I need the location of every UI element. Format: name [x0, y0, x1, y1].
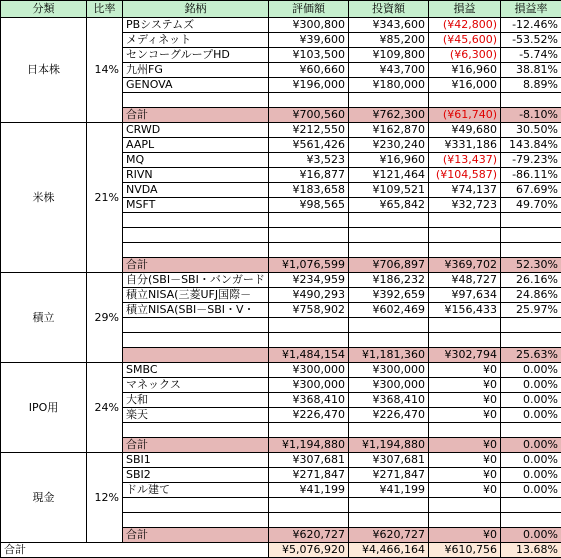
- subtotal-value-cell[interactable]: ¥700,560: [269, 108, 349, 123]
- empty-cell[interactable]: [429, 243, 501, 258]
- subtotal-label[interactable]: 合計: [123, 528, 269, 543]
- empty-cell[interactable]: [349, 423, 429, 438]
- category-cell[interactable]: 積立: [1, 273, 87, 363]
- empty-cell[interactable]: [123, 333, 269, 348]
- grand-total-row: [1, 543, 561, 558]
- holding-name-cell[interactable]: MSFT: [123, 198, 269, 213]
- invest-cell[interactable]: ¥186,232: [349, 273, 429, 288]
- empty-cell[interactable]: [429, 333, 501, 348]
- rate-cell[interactable]: 0.00%: [501, 378, 561, 393]
- category-cell[interactable]: 日本株: [1, 18, 87, 123]
- category-cell[interactable]: IPO用: [1, 363, 87, 453]
- holding-name-cell[interactable]: SBI1: [123, 453, 269, 468]
- subtotal-pl-cell[interactable]: ¥302,794: [429, 348, 501, 363]
- invest-cell[interactable]: ¥109,800: [349, 48, 429, 63]
- holding-name-cell[interactable]: 自分(SBI－SBI・バンガード: [123, 273, 269, 288]
- subtotal-pl-cell[interactable]: (¥61,740): [429, 108, 501, 123]
- rate-cell[interactable]: 0.00%: [501, 483, 561, 498]
- empty-cell[interactable]: [501, 333, 561, 348]
- grand-total-pl[interactable]: ¥610,756: [429, 543, 501, 558]
- empty-cell[interactable]: [123, 213, 269, 228]
- empty-cell[interactable]: [429, 513, 501, 528]
- header-rate[interactable]: 損益率: [501, 1, 561, 18]
- subtotal-value-cell[interactable]: ¥1,484,154: [269, 348, 349, 363]
- rate-cell[interactable]: 38.81%: [501, 63, 561, 78]
- grand-total-label[interactable]: 合計: [1, 543, 269, 558]
- header-ratio[interactable]: 比率: [87, 1, 123, 18]
- rate-cell[interactable]: 143.84%: [501, 138, 561, 153]
- invest-cell[interactable]: ¥226,470: [349, 408, 429, 423]
- pl-cell[interactable]: ¥32,723: [429, 198, 501, 213]
- empty-cell[interactable]: [349, 333, 429, 348]
- subtotal-rate-cell[interactable]: 0.00%: [501, 438, 561, 453]
- subtotal-label[interactable]: [123, 348, 269, 363]
- rate-cell[interactable]: -53.52%: [501, 33, 561, 48]
- empty-cell[interactable]: [269, 213, 349, 228]
- value-cell[interactable]: ¥39,600: [269, 33, 349, 48]
- value-cell[interactable]: ¥368,410: [269, 393, 349, 408]
- value-cell[interactable]: ¥98,565: [269, 198, 349, 213]
- empty-cell[interactable]: [269, 333, 349, 348]
- pl-cell[interactable]: ¥0: [429, 393, 501, 408]
- empty-cell[interactable]: [501, 318, 561, 333]
- holding-name-cell[interactable]: マネックス: [123, 378, 269, 393]
- rate-cell[interactable]: 26.16%: [501, 273, 561, 288]
- empty-cell[interactable]: [123, 423, 269, 438]
- empty-cell[interactable]: [349, 228, 429, 243]
- holding-name-cell[interactable]: ドル建て: [123, 483, 269, 498]
- rate-cell[interactable]: -12.46%: [501, 18, 561, 33]
- subtotal-rate-cell[interactable]: 0.00%: [501, 528, 561, 543]
- empty-cell[interactable]: [349, 93, 429, 108]
- rate-cell[interactable]: 25.97%: [501, 303, 561, 318]
- empty-cell[interactable]: [501, 213, 561, 228]
- subtotal-value-cell[interactable]: ¥620,727: [269, 528, 349, 543]
- pl-cell[interactable]: (¥104,587): [429, 168, 501, 183]
- category-cell[interactable]: 米株: [1, 123, 87, 273]
- holding-name-cell[interactable]: AAPL: [123, 138, 269, 153]
- invest-cell[interactable]: ¥65,842: [349, 198, 429, 213]
- subtotal-label[interactable]: 合計: [123, 438, 269, 453]
- invest-cell[interactable]: ¥109,521: [349, 183, 429, 198]
- rate-cell[interactable]: 8.89%: [501, 78, 561, 93]
- value-cell[interactable]: ¥60,660: [269, 63, 349, 78]
- pl-cell[interactable]: ¥0: [429, 408, 501, 423]
- holding-name-cell[interactable]: GENOVA: [123, 78, 269, 93]
- empty-cell[interactable]: [429, 213, 501, 228]
- empty-cell[interactable]: [269, 318, 349, 333]
- holding-name-cell[interactable]: CRWD: [123, 123, 269, 138]
- holding-name-cell[interactable]: 積立NISA(三菱UFJ国際－: [123, 288, 269, 303]
- empty-cell[interactable]: [501, 513, 561, 528]
- empty-cell[interactable]: [349, 498, 429, 513]
- empty-cell[interactable]: [501, 498, 561, 513]
- invest-cell[interactable]: ¥271,847: [349, 468, 429, 483]
- empty-cell[interactable]: [123, 513, 269, 528]
- header-row: [1, 1, 561, 18]
- table-row: [1, 363, 561, 378]
- invest-cell[interactable]: ¥16,960: [349, 153, 429, 168]
- subtotal-rate-cell[interactable]: 25.63%: [501, 348, 561, 363]
- subtotal-invest-cell[interactable]: ¥1,194,880: [349, 438, 429, 453]
- empty-cell[interactable]: [501, 93, 561, 108]
- invest-cell[interactable]: ¥43,700: [349, 63, 429, 78]
- empty-cell[interactable]: [349, 243, 429, 258]
- empty-cell[interactable]: [429, 228, 501, 243]
- value-cell[interactable]: ¥41,199: [269, 483, 349, 498]
- empty-cell[interactable]: [269, 228, 349, 243]
- value-cell[interactable]: ¥300,000: [269, 363, 349, 378]
- value-cell[interactable]: ¥226,470: [269, 408, 349, 423]
- pl-cell[interactable]: ¥49,680: [429, 123, 501, 138]
- rate-cell[interactable]: 30.50%: [501, 123, 561, 138]
- rate-cell[interactable]: -5.74%: [501, 48, 561, 63]
- ratio-cell[interactable]: 14%: [87, 18, 123, 123]
- pl-cell[interactable]: ¥97,634: [429, 288, 501, 303]
- rate-cell[interactable]: 67.69%: [501, 183, 561, 198]
- rate-cell[interactable]: 0.00%: [501, 468, 561, 483]
- ratio-cell[interactable]: 12%: [87, 453, 123, 543]
- subtotal-invest-cell[interactable]: ¥620,727: [349, 528, 429, 543]
- invest-cell[interactable]: ¥300,000: [349, 378, 429, 393]
- subtotal-invest-cell[interactable]: ¥706,897: [349, 258, 429, 273]
- ratio-cell[interactable]: 24%: [87, 363, 123, 453]
- pl-cell[interactable]: (¥13,437): [429, 153, 501, 168]
- subtotal-value-cell[interactable]: ¥1,194,880: [269, 438, 349, 453]
- invest-cell[interactable]: ¥300,000: [349, 363, 429, 378]
- rate-cell[interactable]: 0.00%: [501, 453, 561, 468]
- value-cell[interactable]: ¥758,902: [269, 303, 349, 318]
- empty-cell[interactable]: [269, 423, 349, 438]
- pl-cell[interactable]: (¥42,800): [429, 18, 501, 33]
- value-cell[interactable]: ¥3,523: [269, 153, 349, 168]
- header-category[interactable]: 分類: [1, 1, 87, 18]
- pl-cell[interactable]: ¥0: [429, 363, 501, 378]
- pl-cell[interactable]: (¥45,600): [429, 33, 501, 48]
- table-row: [1, 18, 561, 33]
- empty-cell[interactable]: [429, 498, 501, 513]
- rate-cell[interactable]: 24.86%: [501, 288, 561, 303]
- value-cell[interactable]: ¥16,877: [269, 168, 349, 183]
- value-cell[interactable]: ¥234,959: [269, 273, 349, 288]
- header-pl[interactable]: 損益: [429, 1, 501, 18]
- holding-name-cell[interactable]: RIVN: [123, 168, 269, 183]
- value-cell[interactable]: ¥103,500: [269, 48, 349, 63]
- invest-cell[interactable]: ¥121,464: [349, 168, 429, 183]
- subtotal-pl-cell[interactable]: ¥0: [429, 438, 501, 453]
- header-value[interactable]: 評価額: [269, 1, 349, 18]
- empty-cell[interactable]: [501, 228, 561, 243]
- table-body: [1, 18, 561, 543]
- empty-cell[interactable]: [123, 228, 269, 243]
- grand-total-invest[interactable]: ¥4,466,164: [349, 543, 429, 558]
- invest-cell[interactable]: ¥85,200: [349, 33, 429, 48]
- value-cell[interactable]: ¥196,000: [269, 78, 349, 93]
- value-cell[interactable]: ¥561,426: [269, 138, 349, 153]
- empty-cell[interactable]: [429, 93, 501, 108]
- subtotal-rate-cell[interactable]: -8.10%: [501, 108, 561, 123]
- holding-name-cell[interactable]: SMBC: [123, 363, 269, 378]
- pl-cell[interactable]: ¥0: [429, 378, 501, 393]
- invest-cell[interactable]: ¥368,410: [349, 393, 429, 408]
- rate-cell[interactable]: 0.00%: [501, 393, 561, 408]
- holding-name-cell[interactable]: メディネット: [123, 33, 269, 48]
- invest-cell[interactable]: ¥602,469: [349, 303, 429, 318]
- holding-name-cell[interactable]: SBI2: [123, 468, 269, 483]
- empty-cell[interactable]: [501, 243, 561, 258]
- value-cell[interactable]: ¥490,293: [269, 288, 349, 303]
- empty-cell[interactable]: [123, 498, 269, 513]
- rate-cell[interactable]: -79.23%: [501, 153, 561, 168]
- holding-name-cell[interactable]: NVDA: [123, 183, 269, 198]
- empty-cell[interactable]: [269, 93, 349, 108]
- category-cell[interactable]: 現金: [1, 453, 87, 543]
- holding-name-cell[interactable]: センコーグループHD: [123, 48, 269, 63]
- value-cell[interactable]: ¥300,800: [269, 18, 349, 33]
- ratio-cell[interactable]: 21%: [87, 123, 123, 273]
- empty-cell[interactable]: [123, 93, 269, 108]
- grand-total-value[interactable]: ¥5,076,920: [269, 543, 349, 558]
- empty-cell[interactable]: [349, 513, 429, 528]
- invest-cell[interactable]: ¥392,659: [349, 288, 429, 303]
- pl-cell[interactable]: ¥156,433: [429, 303, 501, 318]
- empty-cell[interactable]: [269, 243, 349, 258]
- grand-total-rate[interactable]: 13.68%: [501, 543, 561, 558]
- value-cell[interactable]: ¥183,658: [269, 183, 349, 198]
- invest-cell[interactable]: ¥343,600: [349, 18, 429, 33]
- holding-name-cell[interactable]: 楽天: [123, 408, 269, 423]
- value-cell[interactable]: ¥307,681: [269, 453, 349, 468]
- pl-cell[interactable]: ¥331,186: [429, 138, 501, 153]
- invest-cell[interactable]: ¥41,199: [349, 483, 429, 498]
- value-cell[interactable]: ¥300,000: [269, 378, 349, 393]
- rate-cell[interactable]: 0.00%: [501, 363, 561, 378]
- subtotal-label[interactable]: 合計: [123, 108, 269, 123]
- subtotal-invest-cell[interactable]: ¥1,181,360: [349, 348, 429, 363]
- subtotal-pl-cell[interactable]: ¥0: [429, 528, 501, 543]
- rate-cell[interactable]: 0.00%: [501, 408, 561, 423]
- value-cell[interactable]: ¥212,550: [269, 123, 349, 138]
- empty-cell[interactable]: [349, 318, 429, 333]
- ratio-cell[interactable]: 29%: [87, 273, 123, 363]
- invest-cell[interactable]: ¥230,240: [349, 138, 429, 153]
- invest-cell[interactable]: ¥162,870: [349, 123, 429, 138]
- empty-cell[interactable]: [123, 243, 269, 258]
- subtotal-rate-cell[interactable]: 52.30%: [501, 258, 561, 273]
- table-row: [1, 273, 561, 288]
- invest-cell[interactable]: ¥180,000: [349, 78, 429, 93]
- header-invest[interactable]: 投資額: [349, 1, 429, 18]
- subtotal-invest-cell[interactable]: ¥762,300: [349, 108, 429, 123]
- empty-cell[interactable]: [429, 318, 501, 333]
- pl-cell[interactable]: ¥74,137: [429, 183, 501, 198]
- value-cell[interactable]: ¥271,847: [269, 468, 349, 483]
- holding-name-cell[interactable]: MQ: [123, 153, 269, 168]
- header-name[interactable]: 銘柄: [123, 1, 269, 18]
- empty-cell[interactable]: [501, 423, 561, 438]
- holding-name-cell[interactable]: 積立NISA(SBI－SBI・V・: [123, 303, 269, 318]
- subtotal-label[interactable]: 合計: [123, 258, 269, 273]
- pl-cell[interactable]: ¥0: [429, 483, 501, 498]
- empty-cell[interactable]: [269, 513, 349, 528]
- pl-cell[interactable]: ¥16,960: [429, 63, 501, 78]
- invest-cell[interactable]: ¥307,681: [349, 453, 429, 468]
- holding-name-cell[interactable]: PBシステムズ: [123, 18, 269, 33]
- rate-cell[interactable]: -86.11%: [501, 168, 561, 183]
- subtotal-pl-cell[interactable]: ¥369,702: [429, 258, 501, 273]
- rate-cell[interactable]: 49.70%: [501, 198, 561, 213]
- subtotal-value-cell[interactable]: ¥1,076,599: [269, 258, 349, 273]
- pl-cell[interactable]: ¥0: [429, 453, 501, 468]
- table-row: [1, 453, 561, 468]
- pl-cell[interactable]: (¥6,300): [429, 48, 501, 63]
- empty-cell[interactable]: [349, 213, 429, 228]
- pl-cell[interactable]: ¥0: [429, 468, 501, 483]
- empty-cell[interactable]: [269, 498, 349, 513]
- table-row: [1, 123, 561, 138]
- pl-cell[interactable]: ¥48,727: [429, 273, 501, 288]
- empty-cell[interactable]: [123, 318, 269, 333]
- pl-cell[interactable]: ¥16,000: [429, 78, 501, 93]
- holding-name-cell[interactable]: 九州FG: [123, 63, 269, 78]
- empty-cell[interactable]: [429, 423, 501, 438]
- holding-name-cell[interactable]: 大和: [123, 393, 269, 408]
